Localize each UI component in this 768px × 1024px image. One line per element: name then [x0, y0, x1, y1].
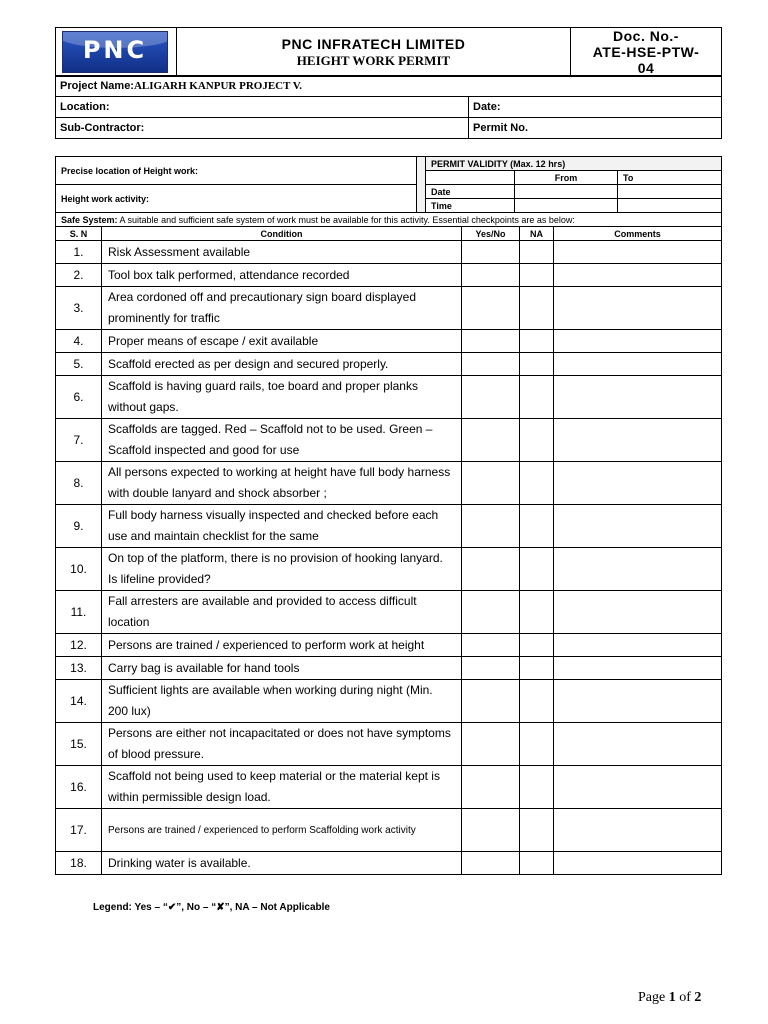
condition-text: Tool box talk performed, attendance recorded	[102, 264, 462, 287]
permit-title: HEIGHT WORK PERMIT	[296, 52, 451, 68]
yes-no-cell[interactable]	[462, 591, 520, 634]
na-cell[interactable]	[520, 723, 554, 766]
yes-no-cell[interactable]	[462, 723, 520, 766]
project-name-label: Project Name:	[60, 80, 134, 92]
condition-text: Full body harness visually inspected and checked before each use and maintain checklist for the same	[102, 505, 462, 548]
serial-number: 12.	[56, 634, 102, 657]
safe-system-text: A suitable and sufficient safe system of work must be available for this activity. Essential checkpoints are as below:	[117, 214, 575, 225]
yes-no-cell[interactable]	[462, 766, 520, 809]
na-cell[interactable]	[520, 287, 554, 330]
condition-text: Area cordoned off and precautionary sign board displayed prominently for traffic	[102, 287, 462, 330]
serial-number: 15.	[56, 723, 102, 766]
comments-cell[interactable]	[554, 548, 722, 591]
project-name-field[interactable]	[56, 76, 722, 97]
comments-cell[interactable]	[554, 766, 722, 809]
time-from-input[interactable]	[515, 199, 618, 213]
project-name-value: ALIGARH KANPUR PROJECT V.	[133, 80, 303, 92]
comments-cell[interactable]	[554, 634, 722, 657]
table-row	[56, 264, 722, 287]
col-header-na: NA	[520, 227, 554, 241]
page-of-word: of	[675, 990, 695, 1005]
date-field[interactable]	[469, 97, 722, 118]
serial-number: 18.	[56, 852, 102, 875]
table-row	[56, 634, 722, 657]
condition-text: Persons are trained / experienced to perform Scaffolding work activity	[102, 809, 462, 852]
comments-cell[interactable]	[554, 330, 722, 353]
col-header-condition: Condition	[102, 227, 462, 241]
yes-no-cell[interactable]	[462, 353, 520, 376]
condition-text: Proper means of escape / exit available	[102, 330, 462, 353]
time-to-input[interactable]	[618, 199, 722, 213]
doc-number	[571, 28, 722, 77]
col-header-yes-no: Yes/No	[462, 227, 520, 241]
comments-cell[interactable]	[554, 353, 722, 376]
na-cell[interactable]	[520, 634, 554, 657]
na-cell[interactable]	[520, 241, 554, 264]
safe-system-label: Safe System:	[61, 214, 118, 225]
na-cell[interactable]	[520, 809, 554, 852]
yes-no-cell[interactable]	[462, 419, 520, 462]
na-cell[interactable]	[520, 376, 554, 419]
serial-number: 17.	[56, 809, 102, 852]
na-cell[interactable]	[520, 591, 554, 634]
serial-number: 2.	[56, 264, 102, 287]
condition-text: Persons are either not incapacitated or does not have symptoms of blood pressure.	[102, 723, 462, 766]
comments-cell[interactable]	[554, 680, 722, 723]
na-cell[interactable]	[520, 766, 554, 809]
validity-date-label: Date	[426, 185, 515, 199]
na-cell[interactable]	[520, 264, 554, 287]
subcontractor-label: Sub-Contractor:	[60, 122, 145, 134]
yes-no-cell[interactable]	[462, 680, 520, 723]
location-label: Location:	[60, 101, 110, 113]
yes-no-cell[interactable]	[462, 376, 520, 419]
serial-number: 6.	[56, 376, 102, 419]
date-label: Date:	[473, 101, 501, 113]
table-row	[56, 657, 722, 680]
condition-text: Risk Assessment available	[102, 241, 462, 264]
doc-number-label: Doc. No.-	[613, 28, 679, 44]
doc-number-line2: ATE-HSE-PTW-	[592, 44, 700, 60]
subcontractor-field[interactable]	[56, 118, 469, 139]
yes-no-cell[interactable]	[462, 809, 520, 852]
table-row	[56, 680, 722, 723]
table-row	[56, 376, 722, 419]
permit-validity-label: PERMIT VALIDITY (Max. 12 hrs)	[426, 157, 722, 171]
yes-no-cell[interactable]	[462, 287, 520, 330]
serial-number: 14.	[56, 680, 102, 723]
page-current: 1	[668, 990, 676, 1005]
yes-no-cell[interactable]	[462, 548, 520, 591]
permit-no-field[interactable]	[469, 118, 722, 139]
condition-text: Persons are trained / experienced to perform work at height	[102, 634, 462, 657]
table-row	[56, 505, 722, 548]
na-cell[interactable]	[520, 419, 554, 462]
condition-text: All persons expected to working at height have full body harness with double lanyard and shock absorber ;	[102, 462, 462, 505]
precise-location-label: Precise location of Height work:	[61, 165, 199, 176]
separator	[417, 157, 426, 213]
comments-cell[interactable]	[554, 419, 722, 462]
comments-cell[interactable]	[554, 591, 722, 634]
condition-text: Scaffold is having guard rails, toe board and proper planks without gaps.	[102, 376, 462, 419]
logo-text: PNC	[82, 36, 148, 64]
comments-cell[interactable]	[554, 376, 722, 419]
comments-cell[interactable]	[554, 287, 722, 330]
page-number	[638, 990, 701, 1006]
na-cell[interactable]	[520, 680, 554, 723]
comments-cell[interactable]	[554, 809, 722, 852]
comments-cell[interactable]	[554, 723, 722, 766]
table-row	[56, 330, 722, 353]
na-cell[interactable]	[520, 330, 554, 353]
serial-number: 13.	[56, 657, 102, 680]
serial-number: 7.	[56, 419, 102, 462]
table-row	[56, 809, 722, 852]
serial-number: 1.	[56, 241, 102, 264]
serial-number: 16.	[56, 766, 102, 809]
table-row	[56, 852, 722, 875]
checklist-table	[55, 226, 722, 875]
document-header	[55, 27, 722, 77]
permit-no-label: Permit No.	[473, 122, 529, 134]
comments-cell[interactable]	[554, 852, 722, 875]
company-name: PNC INFRATECH LIMITED	[281, 35, 466, 52]
table-row	[56, 723, 722, 766]
company-logo	[62, 31, 168, 73]
yes-no-cell[interactable]	[462, 634, 520, 657]
from-label: From	[515, 171, 618, 185]
serial-number: 9.	[56, 505, 102, 548]
yes-no-cell[interactable]	[462, 462, 520, 505]
date-to-input[interactable]	[618, 185, 722, 199]
comments-cell[interactable]	[554, 657, 722, 680]
project-info-table	[55, 75, 722, 139]
serial-number: 4.	[56, 330, 102, 353]
na-cell[interactable]	[520, 462, 554, 505]
legend: Legend: Yes – “✔”, No – “✘”, NA – Not Applicable	[93, 902, 330, 913]
yes-no-cell[interactable]	[462, 852, 520, 875]
serial-number: 3.	[56, 287, 102, 330]
comments-cell[interactable]	[554, 264, 722, 287]
comments-cell[interactable]	[554, 505, 722, 548]
height-work-activity-field[interactable]	[56, 185, 417, 213]
safe-system-note	[56, 213, 722, 227]
na-cell[interactable]	[520, 505, 554, 548]
doc-number-line3: 04	[637, 60, 655, 76]
validity-time-label: Time	[426, 199, 515, 213]
table-row	[56, 419, 722, 462]
yes-no-cell[interactable]	[462, 657, 520, 680]
serial-number: 8.	[56, 462, 102, 505]
condition-text: On top of the platform, there is no provision of hooking lanyard. Is lifeline provided?	[102, 548, 462, 591]
serial-number: 5.	[56, 353, 102, 376]
table-row	[56, 287, 722, 330]
comments-cell[interactable]	[554, 241, 722, 264]
title-cell	[177, 28, 571, 77]
permit-details-table	[55, 156, 722, 227]
yes-no-cell[interactable]	[462, 264, 520, 287]
yes-no-cell[interactable]	[462, 505, 520, 548]
page-total: 2	[694, 990, 702, 1005]
col-header-sn: S. N	[56, 227, 102, 241]
validity-blank	[426, 171, 515, 185]
condition-text: Scaffold not being used to keep material or the material kept is within permissible design load.	[102, 766, 462, 809]
height-work-activity-label: Height work activity:	[61, 193, 150, 204]
condition-text: Drinking water is available.	[102, 852, 462, 875]
na-cell[interactable]	[520, 852, 554, 875]
na-cell[interactable]	[520, 353, 554, 376]
condition-text: Sufficient lights are available when working during night (Min. 200 lux)	[102, 680, 462, 723]
condition-text: Scaffolds are tagged. Red – Scaffold not to be used. Green – Scaffold inspected and good for use	[102, 419, 462, 462]
yes-no-cell[interactable]	[462, 330, 520, 353]
table-row	[56, 241, 722, 264]
yes-no-cell[interactable]	[462, 241, 520, 264]
checklist-header-row	[56, 227, 722, 241]
table-row	[56, 766, 722, 809]
condition-text: Scaffold erected as per design and secured properly.	[102, 353, 462, 376]
na-cell[interactable]	[520, 657, 554, 680]
table-row	[56, 591, 722, 634]
table-row	[56, 548, 722, 591]
serial-number: 10.	[56, 548, 102, 591]
condition-text: Fall arresters are available and provided to access difficult location	[102, 591, 462, 634]
precise-location-field[interactable]	[56, 157, 417, 185]
table-row	[56, 462, 722, 505]
table-row	[56, 353, 722, 376]
condition-text: Carry bag is available for hand tools	[102, 657, 462, 680]
to-label: To	[618, 171, 722, 185]
location-field[interactable]	[56, 97, 469, 118]
serial-number: 11.	[56, 591, 102, 634]
na-cell[interactable]	[520, 548, 554, 591]
logo-cell	[56, 28, 177, 77]
comments-cell[interactable]	[554, 462, 722, 505]
page-word: Page	[638, 990, 669, 1005]
col-header-comments: Comments	[554, 227, 722, 241]
date-from-input[interactable]	[515, 185, 618, 199]
